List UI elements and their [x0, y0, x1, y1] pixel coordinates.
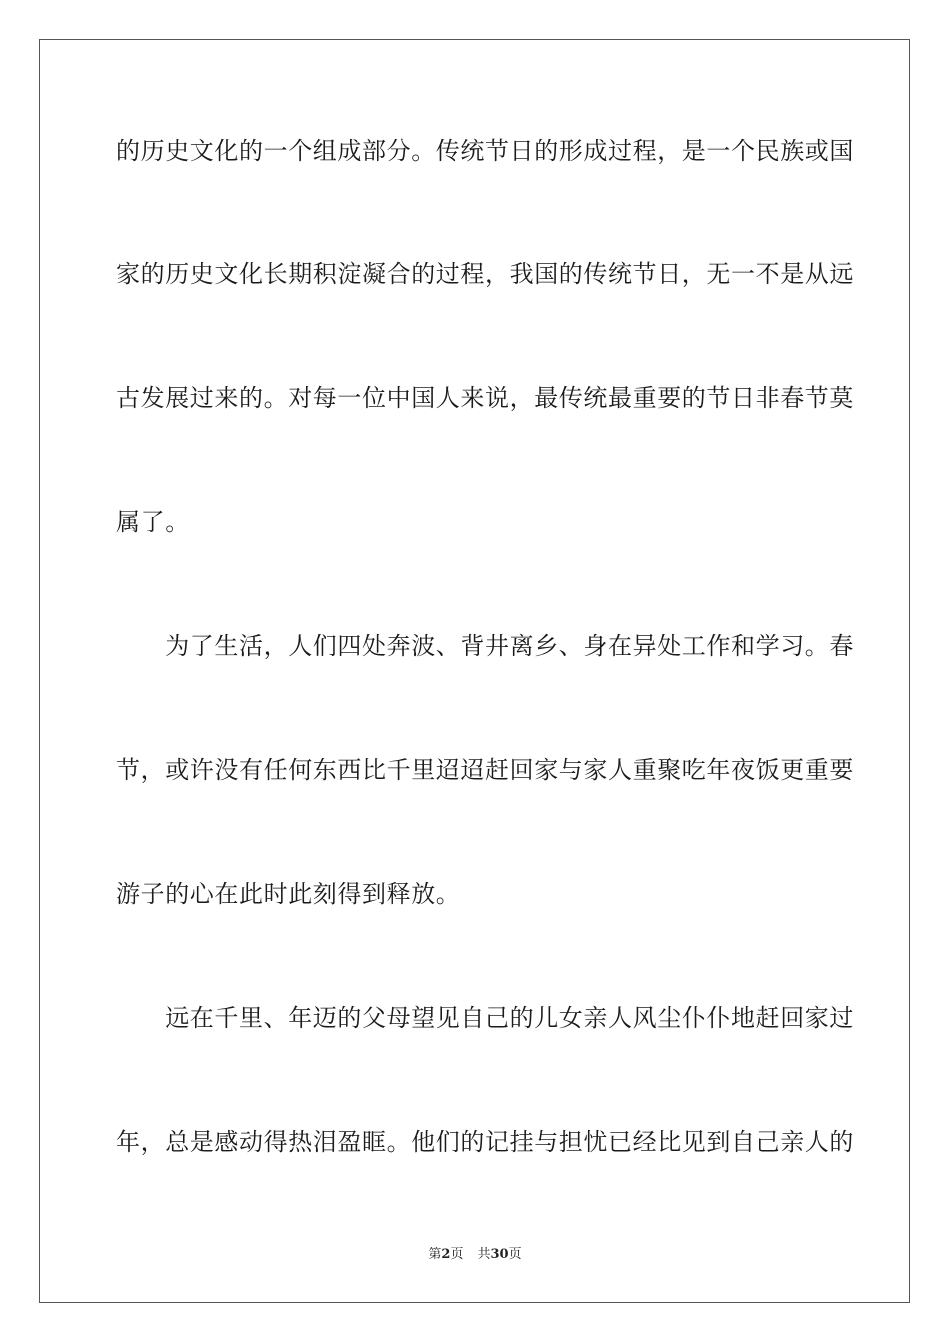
- page-number: 2: [441, 1247, 451, 1262]
- body-line-6: 节，或许没有任何东西比千里迢迢赶回家与家人重聚吃年夜饭更重要: [116, 756, 854, 784]
- total-suffix: 页: [508, 1247, 522, 1262]
- body-line-2: 家的历史文化长期积淀凝合的过程，我国的传统节日，无一不是从远: [116, 260, 854, 288]
- body-line-5: 为了生活，人们四处奔波、背井离乡、身在异处工作和学习。春: [116, 632, 854, 660]
- page-suffix: 页: [450, 1247, 464, 1262]
- body-line-1: 的历史文化的一个组成部分。传统节日的形成过程，是一个民族或国: [116, 137, 854, 165]
- body-line-7: 游子的心在此时此刻得到释放。: [116, 880, 461, 908]
- body-line-8: 远在千里、年迈的父母望见自己的儿女亲人风尘仆仆地赶回家过: [116, 1004, 854, 1032]
- body-line-3: 古发展过来的。对每一位中国人来说，最传统最重要的节日非春节莫: [116, 384, 854, 412]
- page-prefix: 第: [428, 1247, 442, 1262]
- total-pages: 30: [490, 1247, 509, 1262]
- page-frame: [39, 39, 910, 1303]
- body-line-4: 属了。: [116, 508, 190, 536]
- page-footer: [0, 1246, 950, 1264]
- total-prefix: 共: [477, 1247, 491, 1262]
- body-line-9: 年，总是感动得热泪盈眶。他们的记挂与担忧已经比见到自己亲人的: [116, 1128, 854, 1156]
